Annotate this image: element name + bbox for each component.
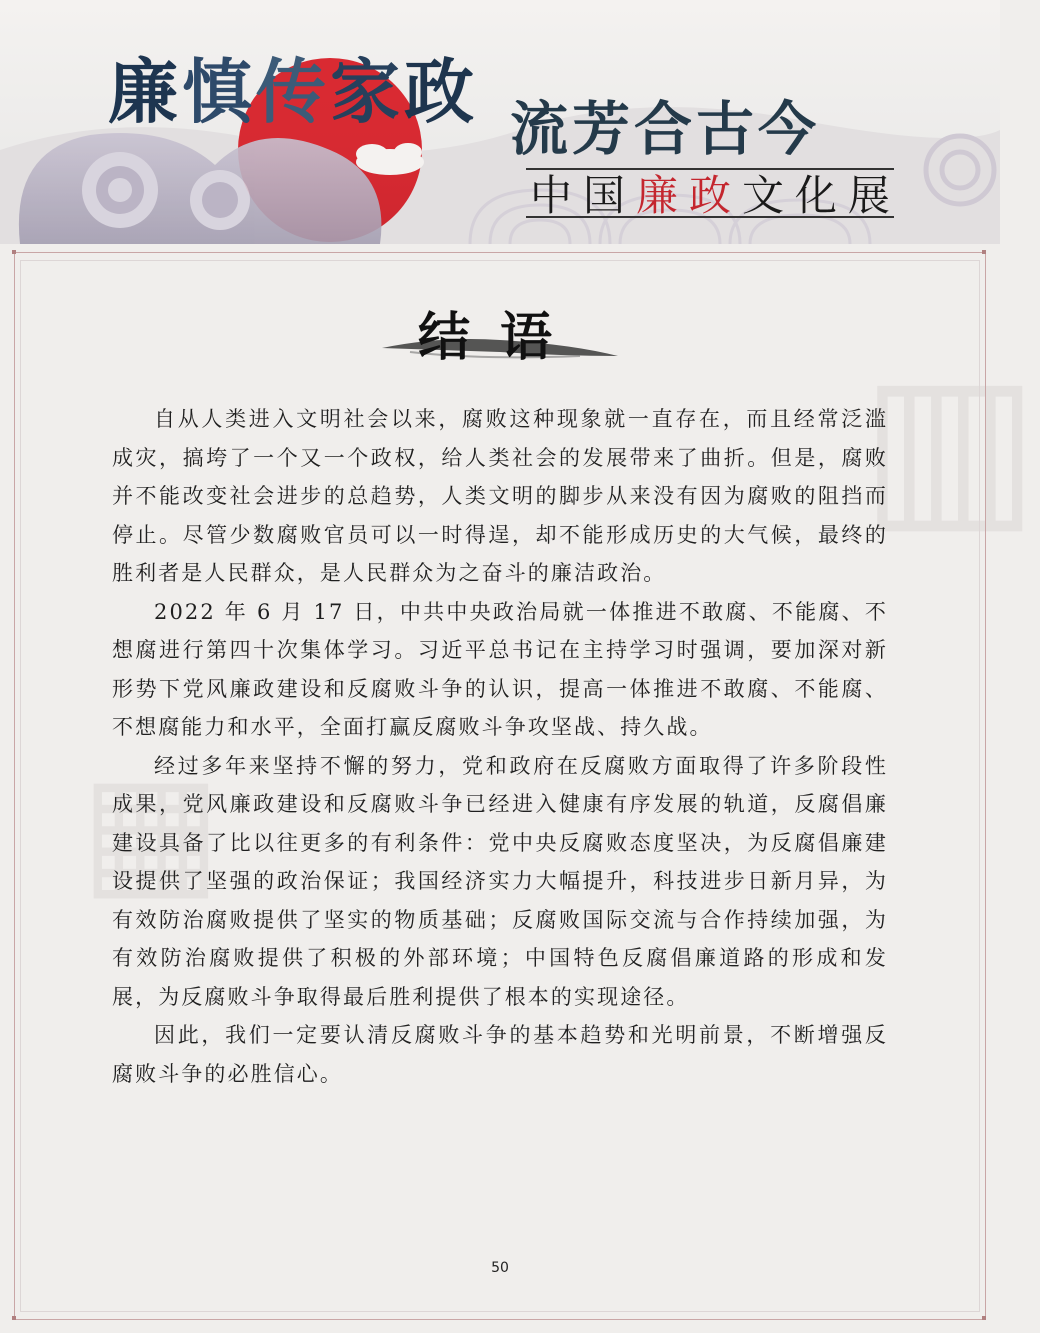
paragraph: 经过多年来坚持不懈的努力，党和政府在反腐败方面取得了许多阶段性成果，党风廉政建设和反腐败斗争已经进入健康有序发展的轨道，反腐倡廉建设具备了比以往更多的有利条件：党中央反腐败态度坚决，为反腐倡廉建设提供了坚强的政治保证；我国经济实力大幅提升，科技进步日新月异，为有效防治腐败提供了坚实的物质基础；反腐败国际交流与合作持续加强，为有效防治腐败提供了积极的外部环境；中国特色反腐倡廉道路的形成和发展，为反腐败斗争取得最后胜利提供了根本的实现途径。 bbox=[112, 753, 888, 1009]
subtitle-char: 文 bbox=[741, 171, 784, 220]
title-char: 传 bbox=[256, 51, 330, 133]
title-char: 政 bbox=[404, 51, 478, 133]
title-char: 家 bbox=[330, 51, 404, 133]
subtitle-char: 国 bbox=[582, 171, 625, 220]
subtitle-char: 化 bbox=[794, 171, 837, 220]
paragraph: 2022 年 6 月 17 日，中共中央政治局就一体推进不敢腐、不能腐、不想腐进行第四十次集体学习。习近平总书记在主持学习时强调，要加深对新形势下党风廉政建设和反腐败斗争的认识，提高一体推进不敢腐、不能腐、不想腐能力和水平，全面打赢反腐败斗争攻坚战、持久战。 bbox=[112, 599, 888, 739]
frame-corner-dot bbox=[982, 250, 986, 254]
banner-title-right: 流芳合古今 bbox=[510, 95, 821, 163]
banner-title-left bbox=[108, 36, 478, 137]
paragraph: 因此，我们一定要认清反腐败斗争的基本趋势和光明前景，不断增强反腐败斗争的必胜信心。 bbox=[112, 1023, 888, 1086]
frame-corner-dot bbox=[982, 1316, 986, 1320]
title-char: 廉 bbox=[108, 51, 182, 133]
watermark-pattern-icon: ▦ bbox=[80, 740, 222, 916]
subtitle-char-red: 廉 bbox=[635, 171, 678, 220]
title-char: 慎 bbox=[182, 51, 256, 133]
page-heading: 结语 bbox=[417, 308, 582, 368]
watermark-seal-icon: ▥ bbox=[860, 330, 1040, 553]
paragraph: 自从人类进入文明社会以来，腐败这种现象就一直存在，而且经常泛滥成灾，搞垮了一个又一个政权，给人类社会的发展带来了曲折。但是，腐败并不能改变社会进步的总趋势，人类文明的脚步从来没有因为腐败的阻挡而停止。尽管少数腐败官员可以一时得逞，却不能形成历史的大气候，最终的胜利者是人民群众，是人民群众为之奋斗的廉洁政治。 bbox=[112, 407, 888, 585]
exhibition-subtitle bbox=[530, 168, 890, 218]
article-body bbox=[112, 400, 888, 1093]
frame-corner-dot bbox=[12, 1316, 16, 1320]
page-number: 50 bbox=[491, 1260, 509, 1276]
subtitle-char: 中 bbox=[530, 171, 573, 220]
subtitle-char-red: 政 bbox=[688, 171, 731, 220]
subtitle-rule bbox=[526, 168, 894, 218]
frame-corner-dot bbox=[12, 250, 16, 254]
subtitle-char: 展 bbox=[847, 171, 890, 220]
header-banner bbox=[0, 0, 1000, 244]
